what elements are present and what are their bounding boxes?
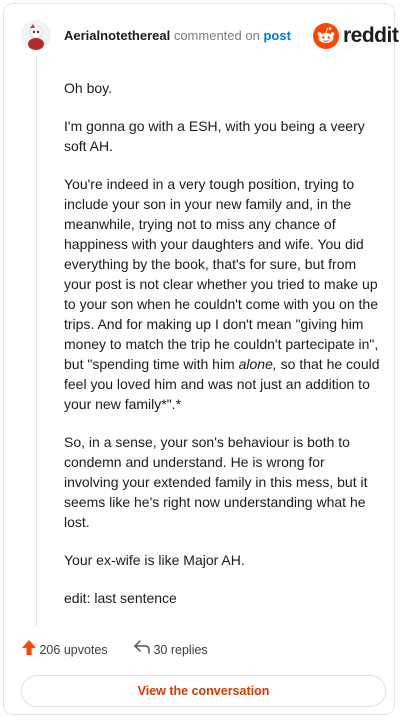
- comment-header: [21, 20, 399, 54]
- comment-meta: [64, 28, 291, 43]
- reddit-brand[interactable]: [313, 23, 399, 49]
- paragraph-text: You're indeed in a very tough position, trying to include your son in your new family and, in the meanwhile, trying not to miss any chance of happiness with your daughters and wife. You did everything by the book, that's for sure, but from your post is not clear whether you tried to make up to your son when he couldn't come with you on the trips. And for making up I don't mean "giving him money to match the trip he couldn't partecipate in", but "spending time with him: [64, 176, 379, 372]
- action-text: commented on: [173, 28, 260, 43]
- reply-count: 30 replies: [153, 643, 208, 657]
- comment-paragraph: Your ex-wife is like Major AH.: [64, 552, 245, 568]
- reddit-logo-icon: [313, 23, 339, 49]
- paragraph-text: so that he could feel you loved him and was not just an addition to your new family*".*: [64, 356, 380, 412]
- comment-body: [64, 78, 382, 626]
- replies-button[interactable]: [134, 640, 208, 657]
- upvote-count: 206 upvotes: [39, 643, 108, 657]
- comment-card: [3, 3, 399, 715]
- comment-paragraph: I'm gonna go with a ESH, with you being a veery soft AH.: [64, 118, 365, 154]
- comment-paragraph: Oh boy.: [64, 80, 112, 96]
- thread-line: [36, 56, 37, 626]
- upvote-arrow-icon: [22, 640, 36, 655]
- comment-paragraph: So, in a sense, your son's behaviour is both to condemn and understand. He is wrong for involving your extended family in this mess, but it seems like he's right now understanding what he lost.: [64, 434, 368, 530]
- reddit-wordmark: reddit: [343, 24, 399, 47]
- view-conversation-button[interactable]: View the conversation: [21, 675, 386, 707]
- upvote-button[interactable]: [22, 640, 108, 655]
- avatar[interactable]: [21, 20, 51, 50]
- comment-paragraph: edit: last sentence: [64, 590, 177, 606]
- comment-paragraph: [64, 174, 382, 414]
- username-link[interactable]: Aerialnotethereal: [64, 28, 171, 43]
- reply-arrow-icon: [134, 640, 150, 654]
- emphasis-text: alone,: [238, 356, 277, 372]
- post-link[interactable]: post: [263, 28, 291, 43]
